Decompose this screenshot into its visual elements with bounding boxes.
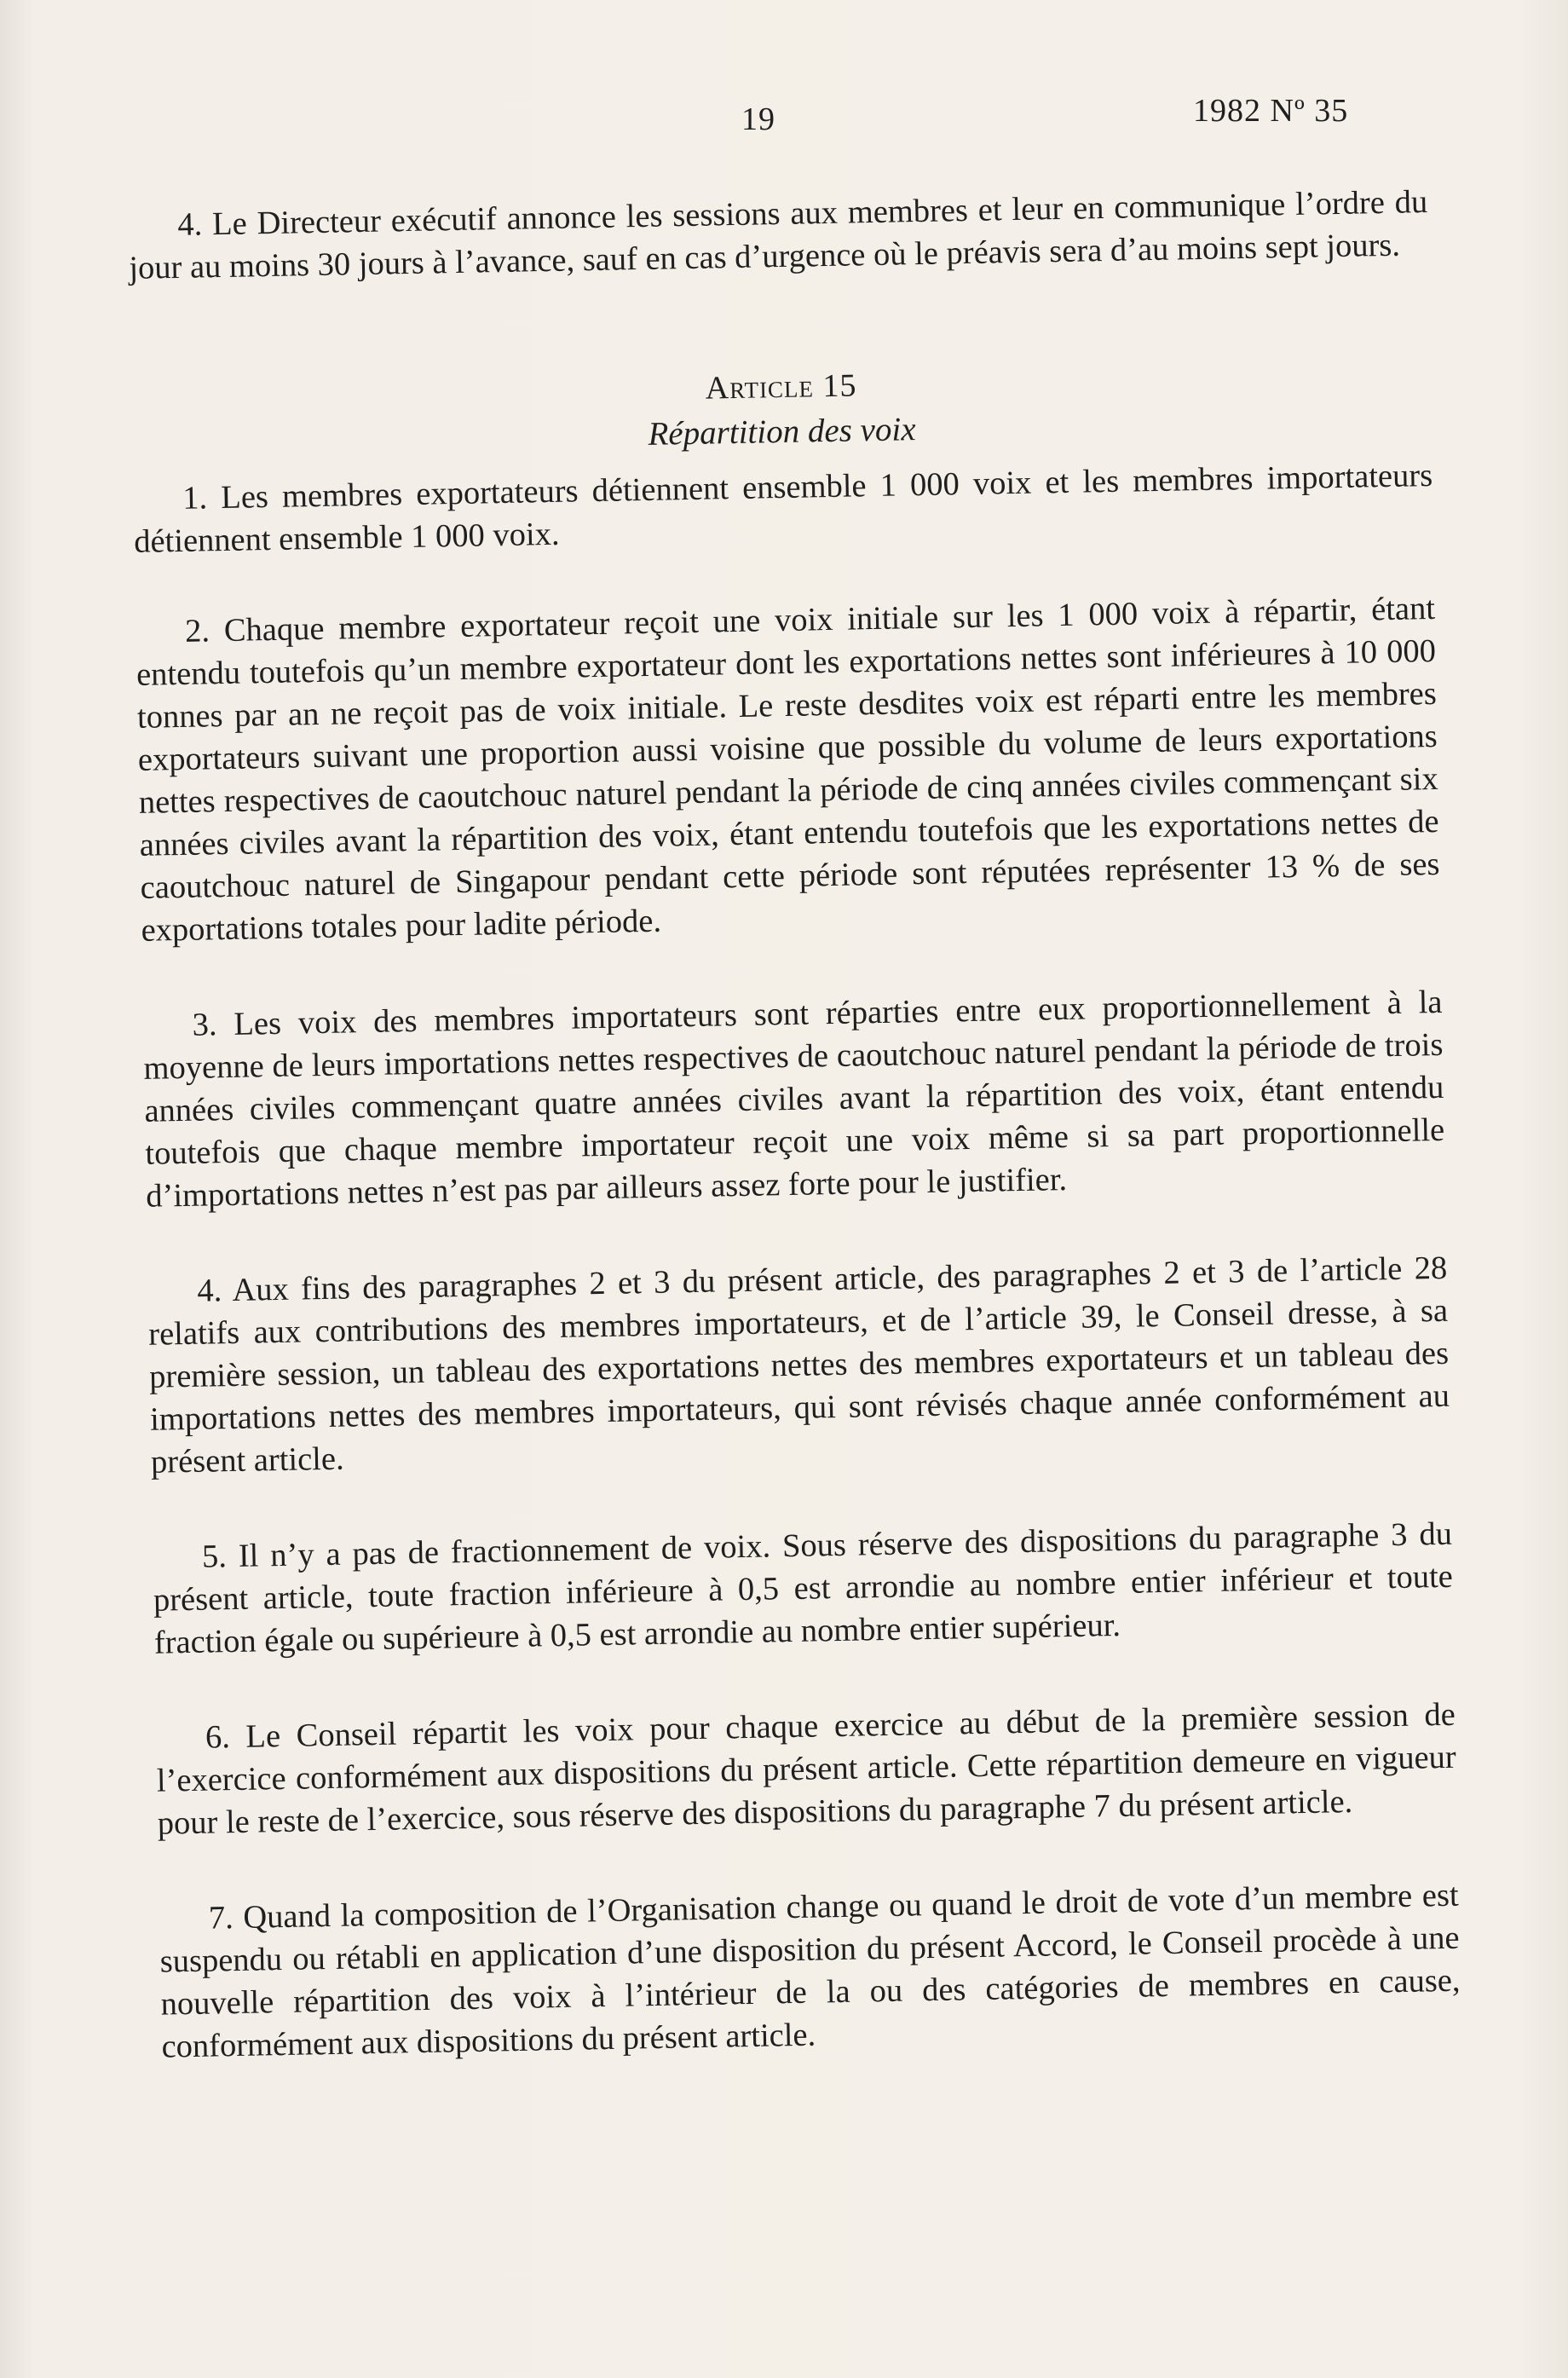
article-paragraph-6: 6. Le Conseil répartit les voix pour chaque exercice au début de la première session de l’exercice conformément aux dispositions du présent article. Cette répartition demeure en vigueur pour le reste de l’exercice, sous réserve des dispositions du paragraphe 7 du présent article. — [156, 1696, 1457, 1842]
article-paragraph-1: 1. Les membres exportateurs détiennent ensemble 1 000 voix et les membres importateurs détiennent ensemble 1 000 voix. — [133, 457, 1433, 560]
article-subtitle: Répartition des voix — [648, 411, 916, 453]
article-paragraph-2: 2. Chaque membre exportateur reçoit une voix initiale sur les 1 000 voix à répartir, étant entendu toutefois qu’un membre exportateur dont les exportations nettes sont inférieures à 10 000 tonnes par an ne reçoit pas de voix initiale. Le reste desdites voix est réparti entre les membres exportateurs suivant une proportion aussi voisine que possible du volume de leurs exportations nettes respectives de caoutchouc naturel pendant la période de cinq années civiles commençant six années civiles avant la répartition des voix, étant entendu toutefois que les exportations nettes de caoutchouc naturel de Singapour pendant cette période sont réputées représenter 13 % de ses exportations totales pour ladite période. — [135, 590, 1440, 949]
page-body — [128, 181, 1461, 2069]
article-paragraph-7: 7. Quand la composition de l’Organisation change ou quand le droit de vote d’un membre est suspendu ou rétabli en application d’une disposition du présent Accord, le Conseil procède à une nouvelle répartition des voix à l’intérieur de la ou des catégories de membres en cause, conformément aux dispositions du présent article. — [159, 1877, 1461, 2065]
article-paragraph-5: 5. Il n’y a pas de fractionnement de voix. Sous réserve des dispositions du paragraphe 3 du présent article, toute fraction inférieure à 0,5 est arrondie au nombre entier inférieur et toute fraction égale ou supérieure à 0,5 est arrondie au nombre entier supérieur. — [153, 1515, 1454, 1661]
article-title: Article 15 — [705, 367, 857, 407]
paragraph-4-previous-article: 4. Le Directeur exécutif annonce les sessions aux membres et leur en communique l’ordre du jour au moins 30 jours à l’avance, sauf en cas d’urgence où le préavis sera d’au moins sept jours. — [128, 184, 1428, 286]
page-number: 19 — [741, 101, 775, 137]
document-reference: 1982 Nº 35 — [1193, 93, 1349, 129]
article-paragraph-3: 3. Les voix des membres importateurs sont réparties entre eux proportionnellement à la moyenne de leurs importations nettes respectives de caoutchouc naturel pendant la période de trois années civiles commençant quatre années civiles avant la répartition des voix, étant entendu toutefois que chaque membre importateur reçoit une voix même si sa part proportionnelle d’importations nettes n’est pas par ailleurs assez forte pour le justifier. — [143, 984, 1445, 1215]
article-paragraph-4: 4. Aux fins des paragraphes 2 et 3 du présent article, des paragraphes 2 et 3 de l’article 28 relatifs aux contributions des membres importateurs, et de l’article 39, le Conseil dresse, à sa première session, un tableau des exportations nettes des membres exportateurs et un tableau des importations nettes des membres importateurs, qui sont révisés chaque année conformément au présent article. — [147, 1250, 1450, 1480]
